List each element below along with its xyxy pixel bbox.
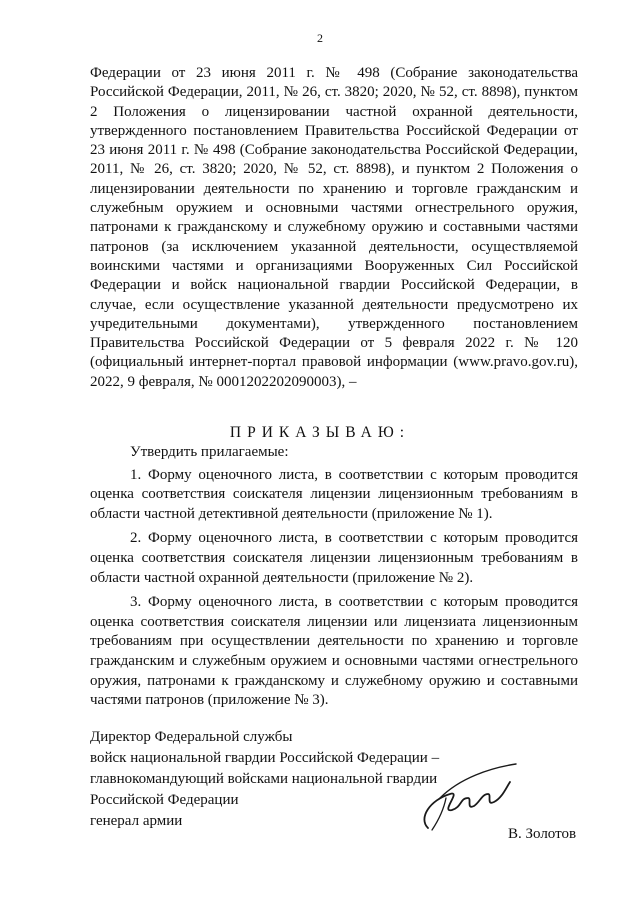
preamble-block [90,64,578,392]
preamble-paragraph: Федерации от 23 июня 2011 г. № 498 (Собрание законодательства Российской Федерации, 2011, № 26, ст. 3820; 2020, № 52, ст. 8898), пунктом 2 Положения о лицензировании частной охранной деятельности, утвержденного постановлением Правительства Российской Федерации от 23 июня 2011 г. № 498 (Собрание законодательства Российской Федерации, 2011, № 26, ст. 3820; 2020, № 52, ст. 8898), и пунктом 2 Положения о лицензировании деятельности по хранению и торговле гражданским и служебным оружием и основными частями огнестрельного оружия, патронами к гражданскому и служебному оружию и составными частями патронов (за исключением указанной деятельности, осуществляемой воинскими частями и организациями Вооруженных Сил Российской Федерации и войск национальной гвардии Российской Федерации, в случае, если осуществление указанной деятельности предусмотрено их учредительными документами), утвержденного постановлением Правительства Российской Федерации от 5 февраля 2022 г. № 120 (официальный интернет-портал правовой информации (www.pravo.gov.ru), 2022, 9 февраля, № 0001202202090003), – [90,65,578,390]
signer-name: В. Золотов [508,826,577,842]
order-heading: ПРИКАЗЫВАЮ: [229,424,411,441]
order-item-2: 2. Форму оценочного листа, в соответствии с которым проводится оценка соответствия соискателя лицензии лицензионным требованиям в области частной охранной деятельности (приложение № 2). [90,530,578,586]
signatory-title-line: главнокомандующий войсками национальной гвардии [90,771,438,787]
items-intro: Утвердить прилагаемые: [130,444,289,460]
signatory-rank: генерал армии [90,813,183,829]
order-item-3: 3. Форму оценочного листа, в соответствии с которым проводится оценка соответствия соискателя лицензии или лицензиата лицензионным требованиям при осуществлении деятельности по хранению и торговле гражданским и служебным оружием и основными частями огнестрельного оружия, патронами к гражданскому и служебному оружию и составными частями патронов (приложение № 3). [90,594,578,709]
order-items [90,443,578,716]
page-number: 2 [317,31,323,45]
signatory-title-line: Директор Федеральной службы [90,729,293,745]
handwritten-signature [410,758,520,838]
signatory-title-line: Российской Федерации [90,792,239,808]
order-item-1: 1. Форму оценочного листа, в соответствии с которым проводится оценка соответствия соискателя лицензии лицензионным требованиям в области частной детективной деятельности (приложение № 1). [90,466,578,522]
signatory-title-line: войск национальной гвардии Российской Федерации – [90,750,440,766]
